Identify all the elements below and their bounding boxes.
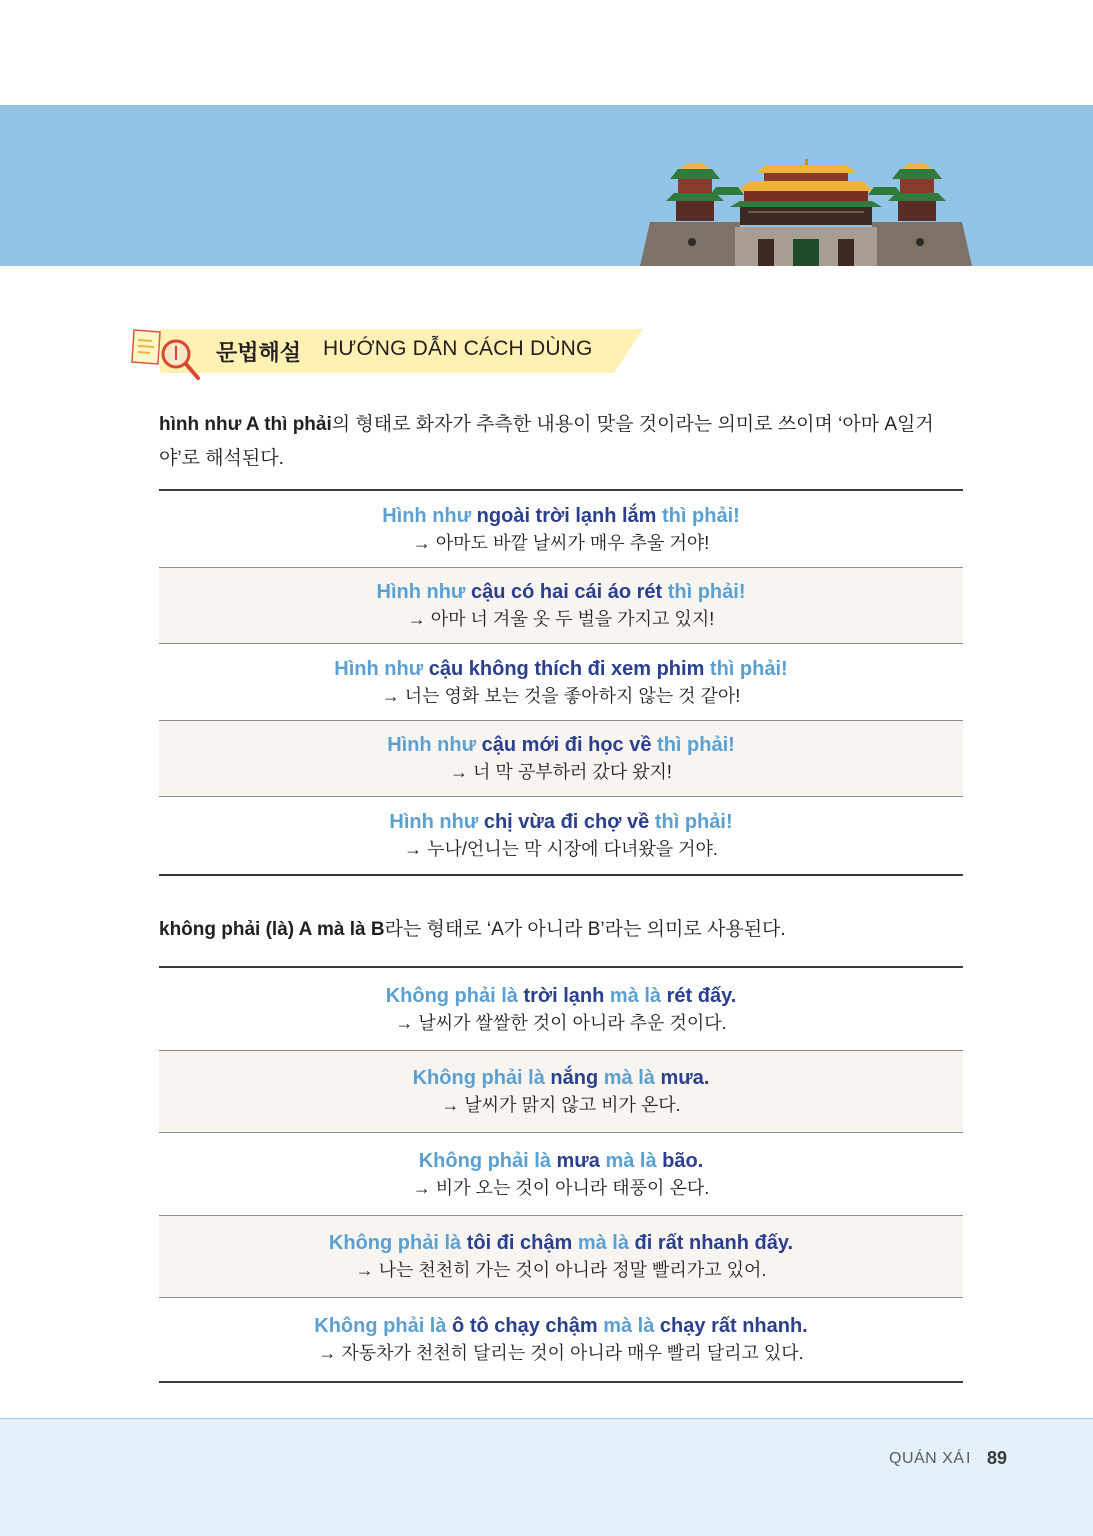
example-key-phrase: ô tô chạy chậm [452, 1315, 598, 1338]
example-korean-translation: → 나는 천천히 가는 것이 아니라 정말 빨리가고 있어. [355, 1260, 767, 1281]
page-footer [0, 1418, 1093, 1536]
example-key-phrase: mưa. [660, 1067, 710, 1090]
example-pattern: Hình như [334, 657, 429, 680]
example-pattern: Hình như [376, 581, 471, 604]
example-pattern: Không phải là [385, 984, 524, 1007]
example-korean-translation: → 날씨가 맑지 않고 비가 온다. [441, 1095, 681, 1116]
example-pattern: thì phải! [704, 657, 788, 680]
footer-title: QUÁN XÁ [889, 1450, 965, 1467]
example-vietnamese [314, 1312, 807, 1340]
example-key-phrase: bão. [662, 1149, 704, 1172]
example-row [159, 968, 963, 1051]
example-pattern: Không phải là [412, 1067, 551, 1090]
example-key-phrase: nắng [550, 1067, 599, 1090]
grammar-term: hình như A thì phải [159, 414, 332, 435]
example-key-phrase: cậu có hai cái áo rét [470, 581, 663, 604]
intro-text-cont: 야’로 해석된다. [159, 448, 284, 469]
grammar-intro-1 [159, 408, 969, 476]
example-vietnamese [387, 731, 735, 759]
example-vietnamese [386, 982, 737, 1010]
example-key-phrase: trời lạnh [523, 984, 605, 1007]
example-vietnamese [329, 1229, 793, 1257]
footer-separator: I [966, 1450, 971, 1467]
example-korean-translation: → 날씨가 쌀쌀한 것이 아니라 추운 것이다. [395, 1012, 727, 1033]
example-table-2 [159, 966, 963, 1383]
example-key-phrase: chạy rất nhanh. [659, 1315, 808, 1338]
example-row [159, 1298, 963, 1381]
grammar-intro-2 [159, 913, 969, 947]
example-vietnamese [419, 1147, 704, 1175]
section-header [130, 326, 650, 378]
example-pattern: mà là [572, 1232, 635, 1255]
example-key-phrase: ngoài trời lạnh lắm [476, 504, 657, 527]
example-key-phrase: rét đấy. [666, 984, 737, 1007]
section-title-ko: 문법해설 [216, 340, 302, 365]
example-pattern: thì phải! [649, 811, 733, 834]
example-key-phrase: cậu không thích đi xem phim [428, 657, 705, 680]
section-title-vi: HƯỚNG DẪN CÁCH DÙNG [323, 337, 593, 360]
example-pattern: mà là [599, 1149, 663, 1172]
example-pattern: Hình như [389, 811, 484, 834]
example-korean-translation: → 아마 너 겨울 옷 두 벌을 가지고 있지! [407, 609, 715, 630]
example-vietnamese [334, 655, 787, 683]
example-korean-translation: → 아마도 바깥 날씨가 매우 추울 거야! [412, 532, 710, 553]
example-key-phrase: mưa [556, 1149, 600, 1172]
grammar-term: không phải (là) A mà là B [159, 919, 385, 940]
example-korean-translation: → 비가 오는 것이 아니라 태풍이 온다. [412, 1177, 710, 1198]
example-pattern: Hình như [382, 504, 477, 527]
example-row [159, 491, 963, 568]
example-row [159, 721, 963, 798]
example-vietnamese [382, 502, 740, 530]
example-table-1 [159, 489, 963, 876]
example-row [159, 797, 963, 874]
example-key-phrase: tôi đi chậm [466, 1232, 573, 1255]
example-pattern: Không phải là [328, 1232, 467, 1255]
magnifier-icon [156, 334, 204, 382]
example-pattern: thì phải! [651, 734, 735, 757]
example-pattern: Hình như [387, 734, 482, 757]
example-vietnamese [413, 1064, 710, 1092]
example-row [159, 1216, 963, 1299]
example-row [159, 568, 963, 645]
example-pattern: mà là [604, 984, 667, 1007]
example-row [159, 644, 963, 721]
example-korean-translation: → 자동차가 천천히 달리는 것이 아니라 매우 빨리 달리고 있다. [318, 1343, 804, 1364]
intro-text: 라는 형태로 ‘A가 아니라 B’라는 의미로 사용된다. [384, 919, 786, 940]
example-row [159, 1133, 963, 1216]
example-pattern: mà là [598, 1067, 661, 1090]
example-key-phrase: cậu mới đi học về [481, 734, 652, 757]
example-vietnamese [377, 578, 746, 606]
example-pattern: Không phải là [314, 1315, 453, 1338]
example-pattern: thì phải! [656, 504, 740, 527]
example-vietnamese [389, 808, 732, 836]
example-korean-translation: → 너 막 공부하러 갔다 왔지! [450, 762, 672, 783]
example-pattern: mà là [597, 1315, 660, 1338]
palace-illustration [640, 155, 972, 266]
page-number: 89 [987, 1448, 1008, 1468]
example-row [159, 1051, 963, 1134]
example-korean-translation: → 너는 영화 보는 것을 좋아하지 않는 것 같아! [381, 685, 741, 706]
example-key-phrase: đi rất nhanh đấy. [634, 1232, 794, 1255]
example-pattern: Không phải là [418, 1149, 557, 1172]
example-korean-translation: → 누나/언니는 막 시장에 다녀왔을 거야. [404, 839, 718, 860]
intro-text: 의 형태로 화자가 추측한 내용이 맞을 것이라는 의미로 쓰이며 ‘아마 A일거 [331, 414, 934, 435]
example-key-phrase: chị vừa đi chợ về [483, 811, 650, 834]
example-pattern: thì phải! [662, 581, 746, 604]
top-banner [0, 105, 1093, 266]
